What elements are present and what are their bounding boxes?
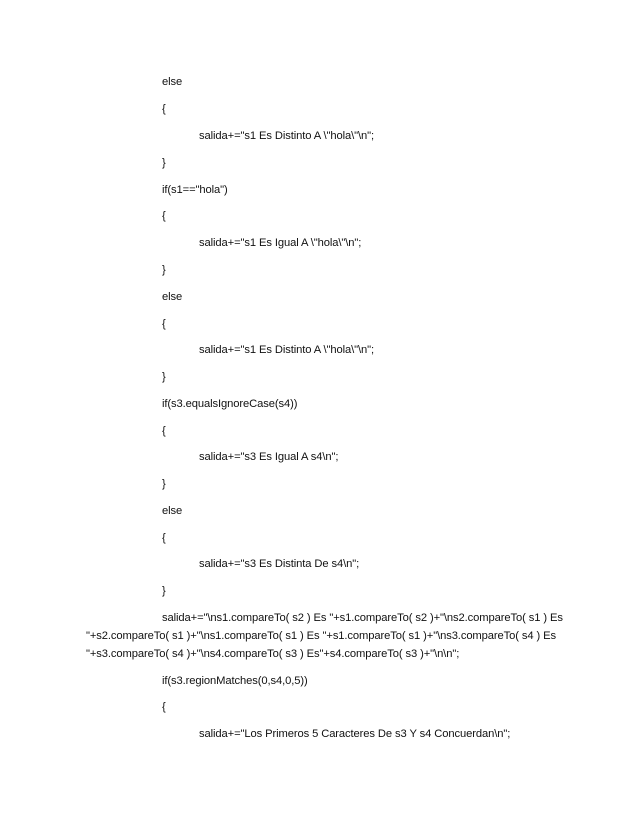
code-line: else — [162, 291, 183, 303]
code-line: salida+="Los Primeros 5 Caracteres De s3 Y s4 Concuerdan\n"; — [199, 728, 511, 740]
code-line: else — [162, 505, 183, 517]
code-line: { — [162, 532, 166, 544]
code-line: } — [162, 371, 166, 383]
code-line: { — [162, 210, 166, 222]
code-line: if(s3.equalsIgnoreCase(s4)) — [162, 398, 298, 410]
code-line: } — [162, 585, 166, 597]
code-line: salida+="\ns1.compareTo( s2 ) Es "+s1.compareTo( s2 )+"\ns2.compareTo( s1 ) Es — [162, 612, 563, 624]
code-line: } — [162, 264, 166, 276]
code-line: { — [162, 318, 166, 330]
code-line: "+s2.compareTo( s1 )+"\ns1.compareTo( s1 ) Es "+s1.compareTo( s1 )+"\ns3.compareTo( s4 ) Es — [86, 630, 557, 642]
code-line: salida+="s1 Es Distinto A \"hola\"\n"; — [199, 130, 375, 142]
code-line: "+s3.compareTo( s4 )+"\ns4.compareTo( s3 ) Es"+s4.compareTo( s3 )+"\n\n"; — [86, 648, 460, 660]
code-line: if(s3.regionMatches(0,s4,0,5)) — [162, 675, 308, 687]
code-line: salida+="s1 Es Igual A \"hola\"\n"; — [199, 237, 362, 249]
code-line: } — [162, 157, 166, 169]
code-line: salida+="s1 Es Distinto A \"hola\"\n"; — [199, 344, 375, 356]
code-line: salida+="s3 Es Distinta De s4\n"; — [199, 558, 360, 570]
code-line: { — [162, 425, 166, 437]
code-line: else — [162, 76, 183, 88]
code-line: } — [162, 478, 166, 490]
code-line: { — [162, 103, 166, 115]
code-line: salida+="s3 Es Igual A s4\n"; — [199, 451, 339, 463]
code-line: { — [162, 701, 166, 713]
code-line: if(s1=="hola") — [162, 184, 228, 196]
